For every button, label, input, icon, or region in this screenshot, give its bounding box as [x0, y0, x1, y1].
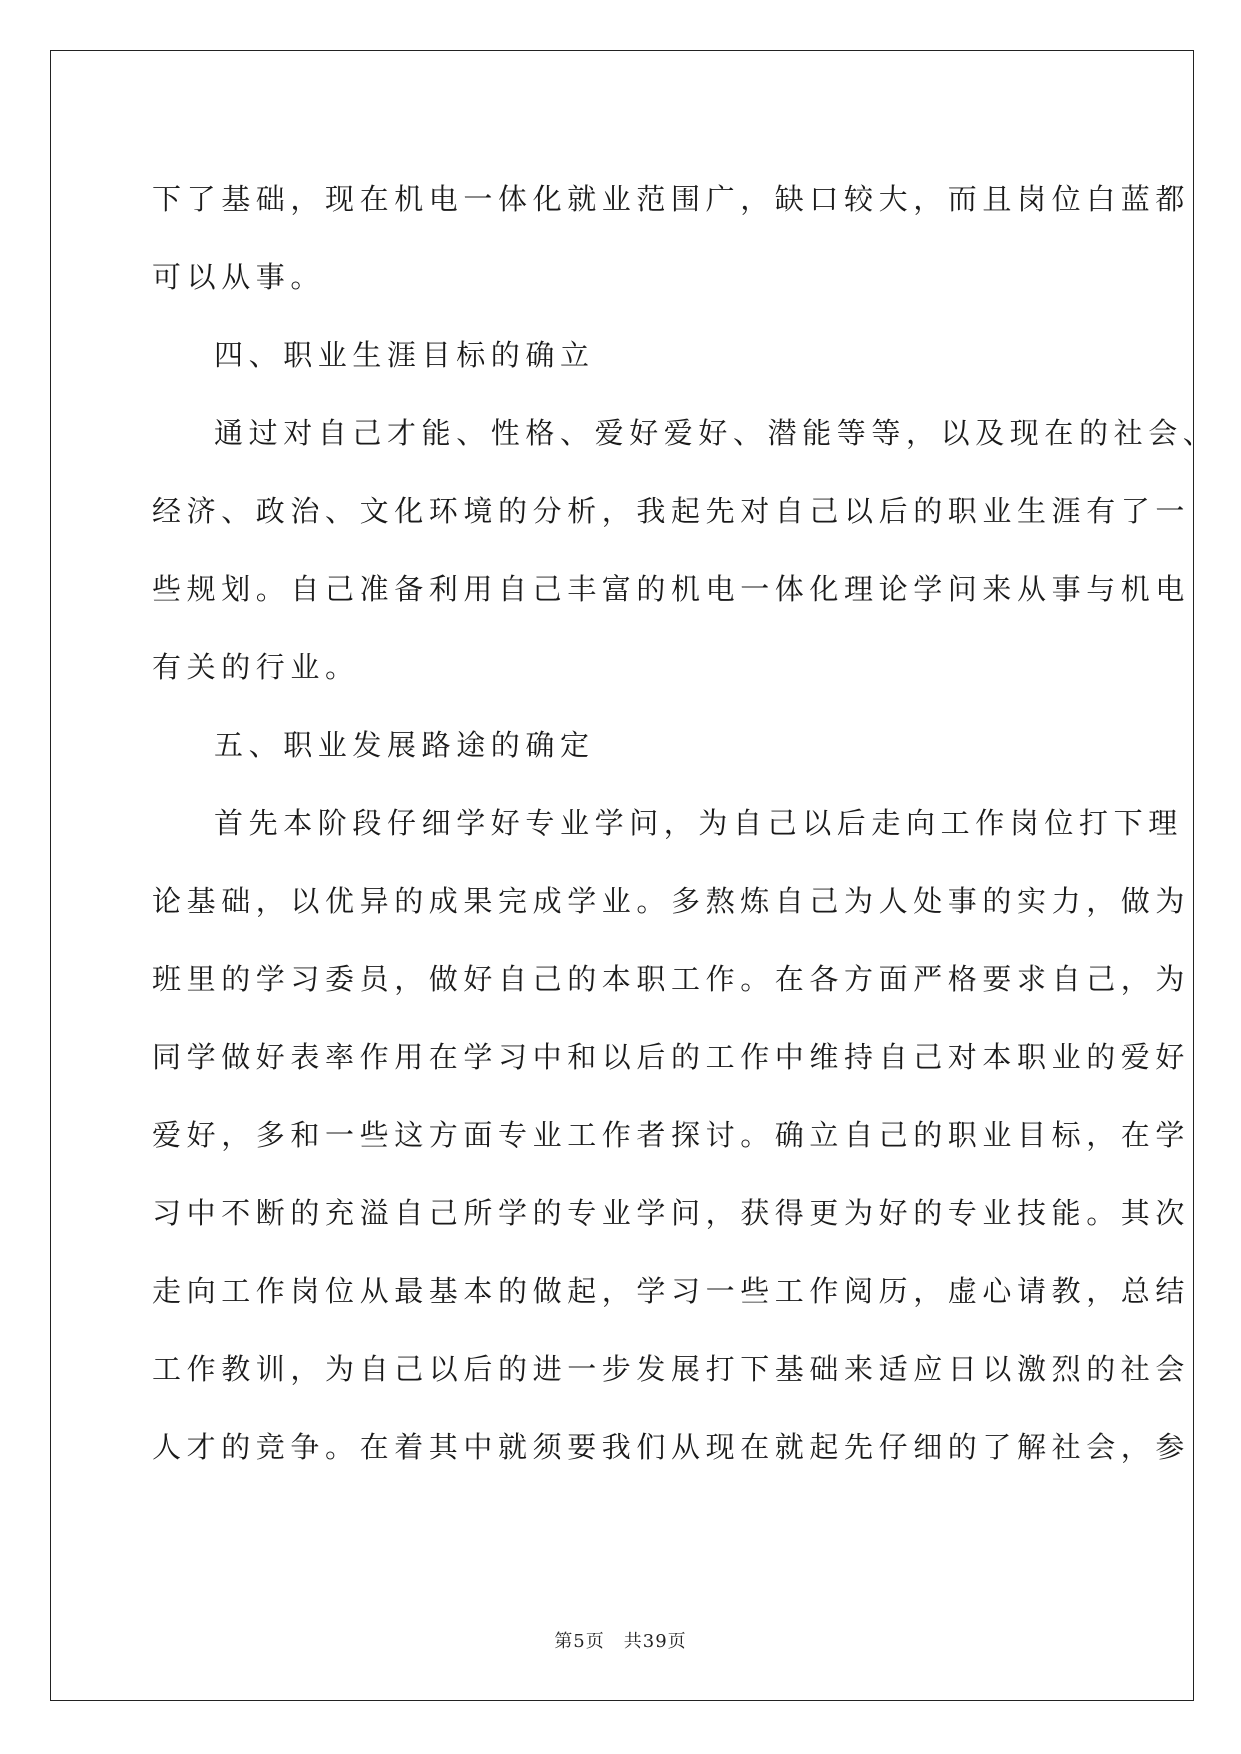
text-line: 班里的学习委员，做好自己的本职工作。在各方面严格要求自己，为 — [152, 962, 1191, 996]
text-line: 些规划。自己准备利用自己丰富的机电一体化理论学问来从事与机电 — [152, 572, 1191, 606]
text-line: 首先本阶段仔细学好专业学问，为自己以后走向工作岗位打下理 — [214, 806, 1183, 840]
text-line: 经济、政治、文化环境的分析，我起先对自己以后的职业生涯有了一 — [152, 494, 1191, 528]
text-line: 有关的行业。 — [152, 650, 360, 684]
text-line: 通过对自己才能、性格、爱好爱好、潜能等等，以及现在的社会、 — [214, 416, 1218, 450]
text-line: 爱好，多和一些这方面专业工作者探讨。确立自己的职业目标，在学 — [152, 1118, 1191, 1152]
text-line: 人才的竞争。在着其中就须要我们从现在就起先仔细的了解社会，参 — [152, 1430, 1191, 1464]
text-line: 可以从事。 — [152, 260, 326, 294]
text-line: 论基础，以优异的成果完成学业。多熬炼自己为人处事的实力，做为 — [152, 884, 1191, 918]
page-number-footer: 第5页 共39页 — [554, 1631, 687, 1652]
section-heading: 五、职业发展路途的确定 — [214, 728, 595, 762]
text-line: 走向工作岗位从最基本的做起，学习一些工作阅历，虚心请教，总结 — [152, 1274, 1191, 1308]
text-line: 同学做好表率作用在学习中和以后的工作中维持自己对本职业的爱好 — [152, 1040, 1191, 1074]
text-line: 下了基础，现在机电一体化就业范围广，缺口较大，而且岗位白蓝都 — [152, 182, 1191, 216]
section-heading: 四、职业生涯目标的确立 — [214, 338, 595, 372]
document-body — [152, 160, 1218, 1486]
text-line: 工作教训，为自己以后的进一步发展打下基础来适应日以激烈的社会 — [152, 1352, 1191, 1386]
text-line: 习中不断的充溢自己所学的专业学问，获得更为好的专业技能。其次 — [152, 1196, 1191, 1230]
